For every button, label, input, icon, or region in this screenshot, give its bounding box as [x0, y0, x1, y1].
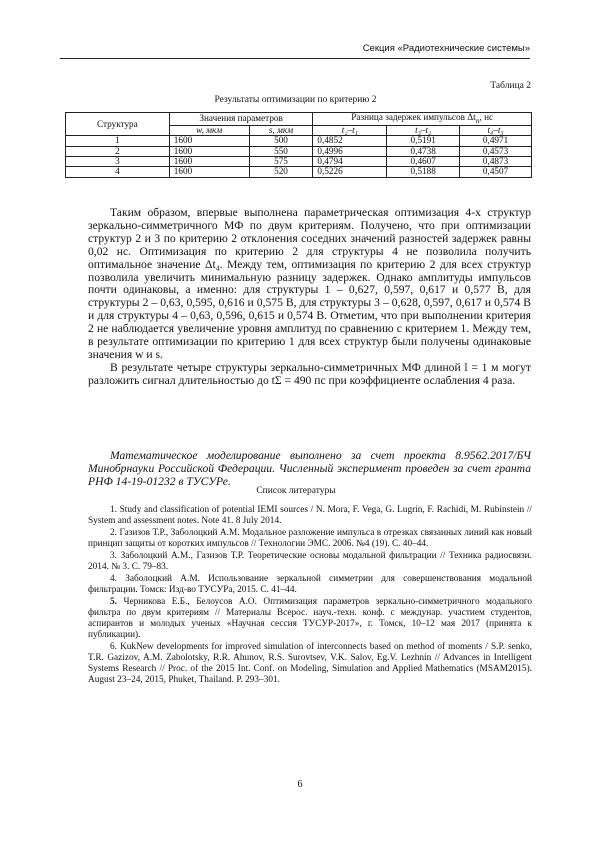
col-w-header: w, мкм: [169, 126, 249, 136]
col-d2-header: t₃–t₂: [387, 126, 460, 136]
page-number: 6: [297, 779, 303, 790]
cell-s: 575: [249, 157, 313, 167]
cell-d3: 0,4971: [460, 136, 532, 146]
cell-structure: 4: [66, 167, 170, 177]
delays-group-header: Разница задержек импульсов $\Delta t_n$, нс: [313, 113, 532, 126]
col-structure-header: Структура: [66, 113, 170, 136]
acknowledgement: Математическое моделирование выполнено за счет проекта 8.9562.2017/БЧ Минобрнауки Российской Федерации. Численный эксперимент проведен за счет гранта РНФ 14-19-01232 в ТУСУРе.: [88, 449, 531, 488]
cell-structure: 1: [66, 136, 170, 146]
cell-d1: 0,4852: [313, 136, 387, 146]
cell-w: 1600: [169, 136, 249, 146]
table-row: [66, 157, 532, 167]
references-list: [88, 505, 532, 687]
cell-structure: 2: [66, 146, 170, 156]
cell-d1: 0,5226: [313, 167, 387, 177]
table-row: [66, 146, 532, 156]
cell-d1: 0,4996: [313, 146, 387, 156]
cell-d3: 0,4873: [460, 157, 532, 167]
cell-d2: 0,4607: [387, 157, 460, 167]
cell-s: 520: [249, 167, 313, 177]
table-title: Результаты оптимизации по критерию 2: [214, 95, 377, 105]
col-d1-header: t₂–t₁: [313, 126, 387, 136]
running-header: Секция «Радиотехнические системы»: [362, 43, 530, 54]
table-label: Таблица 2: [490, 81, 531, 91]
cell-w: 1600: [169, 146, 249, 156]
col-s-header: s, мкм: [249, 126, 313, 136]
reference-item: 2. Газизов Т.Р., Заболоцкий А.М. Модальное разложение импульса в отрезках связанных линий как новый принцип защиты от коротких импульсов // Технологии ЭМС. 2006. №4 (19). С. 40–44.: [88, 528, 532, 549]
reference-item: 6. KukNew developments for improved simulation of interconnects based on method of moments / S.P. senko, T.R. Gazizov, A.M. Zabolotsky, R.R. Ahunov, R.S. Surovtsev, V.K. Salov, Eg.V. Lezhnin // Advances in Intelligent Systems Research // Proc. of the 2015 Int. Conf. on Modeling, Simulation and Applied Mathematics (MSAM2015). August 23–24, 2015, Phuket, Thailand. P. 293–301.: [88, 642, 532, 685]
cell-w: 1600: [169, 167, 249, 177]
table-row: [66, 136, 532, 146]
body-paragraph-2: В результате четыре структуры зеркально-симметричных МФ длиной l = 1 м могут разложить сигнал длительностью до tΣ = 490 пс при коэффициенте ослабления 4 раза.: [88, 360, 531, 387]
header-divider: [60, 58, 530, 59]
references-title: Список литературы: [256, 486, 336, 496]
cell-d2: 0,4738: [387, 146, 460, 156]
reference-item: 4. Заболоцкий А.М. Использование зеркальной симметрии для совершенствования модальной фильтрации. Томск: Изд-во ТУСУРа, 2015. С. 41–44.: [88, 574, 532, 595]
cell-s: 550: [249, 146, 313, 156]
cell-d3: 0,4573: [460, 146, 532, 156]
body-text: [88, 207, 531, 388]
table-row: [66, 167, 532, 177]
cell-w: 1600: [169, 157, 249, 167]
cell-d2: 0,5191: [387, 136, 460, 146]
reference-item: 3. Заболоцкий А.М., Газизов Т.Р. Теоретические основы модальной фильтрации // Техника радиосвязи. 2014. № 3. С. 79–83.: [88, 551, 532, 572]
body-paragraph-1: Таким образом, впервые выполнена параметрическая оптимизация 4-х структур зеркально-симметричного МФ по двум критериям. Получено, что при оптимизации структур 2 и 3 по критерию 2 отклонения соседних значений разностей задержек равны 0,02 нс. Оптимизация по критерию 2 для структуры 4 не позволила получить оптимальное значение Δt₄. Между тем, оптимизация по критерию 2 для всех структур позволила увеличить минимальную разницу задержек. Однако амплитуды импульсов почти одинаковы, а именно: для структуры 1 – 0,627, 0,597, 0,617 и 0,577 В, для структуры 2 – 0,63, 0,595, 0,616 и 0,575 В, для структуры 3 – 0,628, 0,597, 0,617 и 0,574 В и для структуры 4 – 0,63, 0,596, 0,615 и 0,574 В. Отметим, что при выполнении критерия 2 не наблюдается увеличение уровня амплитуд по сравнению с критерием 1. Между тем, в результате оптимизации по критерию 1 для всех структур были получены одинаковые значения w и s.: [88, 206, 531, 361]
cell-d2: 0,5188: [387, 167, 460, 177]
reference-item: 1. Study and classification of potential IEMI sources / N. Mora, F. Vega, G. Lugrin, F. Rachidi, M. Rubinstein // System and assessment notes. Note 41. 8 July 2014.: [88, 505, 533, 526]
params-group-header: Значения параметров: [169, 113, 313, 126]
cell-structure: 3: [66, 157, 170, 167]
cell-s: 500: [249, 136, 313, 146]
cell-d1: 0,4794: [313, 157, 387, 167]
cell-d3: 0,4507: [460, 167, 532, 177]
reference-item: 5. Черникова Е.Б., Белоусов А.О. Оптимизация параметров зеркально-симметричного модального фильтра по двум критериям // Материалы Всерос. науч.-техн. конф. с междунар. участием студентов, аспирантов и молодых ученых «Научная сессия ТУСУР-2017», г. Томск, 10–12 мая 2017 (принята к публикации).: [88, 597, 532, 640]
col-d3-header: t₄–t₃: [460, 126, 532, 136]
table-header-row: [66, 113, 532, 126]
results-table: [65, 112, 532, 178]
